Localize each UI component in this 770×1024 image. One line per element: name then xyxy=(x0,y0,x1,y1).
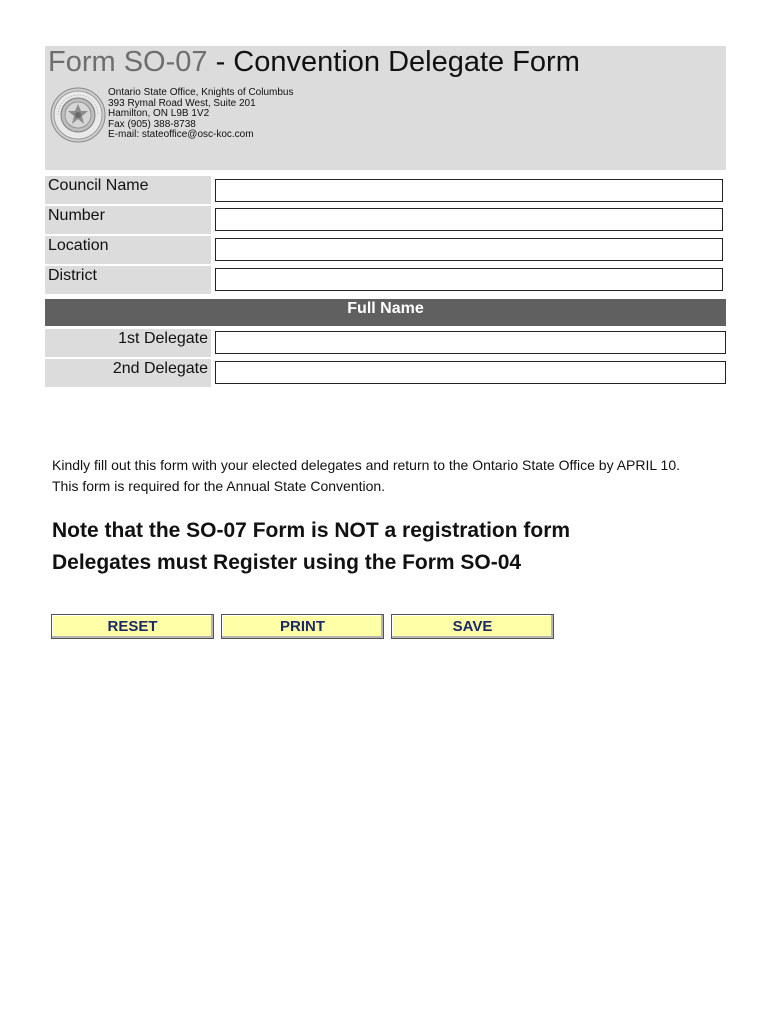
address-line: 393 Rymal Road West, Suite 201 xyxy=(108,97,256,109)
form-title: - Convention Delegate Form xyxy=(207,46,580,78)
save-button[interactable]: SAVE xyxy=(391,614,554,639)
district-input[interactable] xyxy=(215,268,723,291)
address-line: Ontario State Office, Knights of Columbus xyxy=(108,87,294,98)
location-label: Location xyxy=(45,236,211,264)
district-label: District xyxy=(45,266,211,294)
instructions xyxy=(52,455,680,497)
reset-button[interactable]: RESET xyxy=(51,614,214,639)
address-line: Fax (905) 388-8738 xyxy=(108,118,196,130)
second-delegate-label: 2nd Delegate xyxy=(45,359,211,387)
page-title xyxy=(48,46,580,79)
address-line: Hamilton, ON L9B 1V2 xyxy=(108,108,210,119)
note-line: Note that the SO-07 Form is NOT a registration form xyxy=(52,519,571,542)
full-name-header: Full Name xyxy=(45,299,726,326)
number-input[interactable] xyxy=(215,208,723,231)
print-button[interactable]: PRINT xyxy=(221,614,384,639)
council-name-label: Council Name xyxy=(45,176,211,204)
note-line: Delegates must Register using the Form SO-04 xyxy=(52,551,522,574)
first-delegate-label: 1st Delegate xyxy=(45,329,211,357)
instructions-line: Kindly fill out this form with your elected delegates and return to the Ontario State Office by APRIL 10. xyxy=(52,457,681,473)
location-input[interactable] xyxy=(215,238,723,261)
knights-of-columbus-seal-icon xyxy=(50,87,106,143)
second-delegate-input[interactable] xyxy=(215,361,726,384)
number-label: Number xyxy=(45,206,211,234)
office-address xyxy=(108,88,293,141)
form-header xyxy=(45,46,726,170)
form-code: Form SO-07 xyxy=(48,46,208,78)
council-name-input[interactable] xyxy=(215,179,723,202)
address-email: E-mail: stateoffice@osc-koc.com xyxy=(108,129,254,140)
instructions-line: This form is required for the Annual State Convention. xyxy=(52,478,386,494)
registration-note xyxy=(52,515,570,579)
first-delegate-input[interactable] xyxy=(215,331,726,354)
